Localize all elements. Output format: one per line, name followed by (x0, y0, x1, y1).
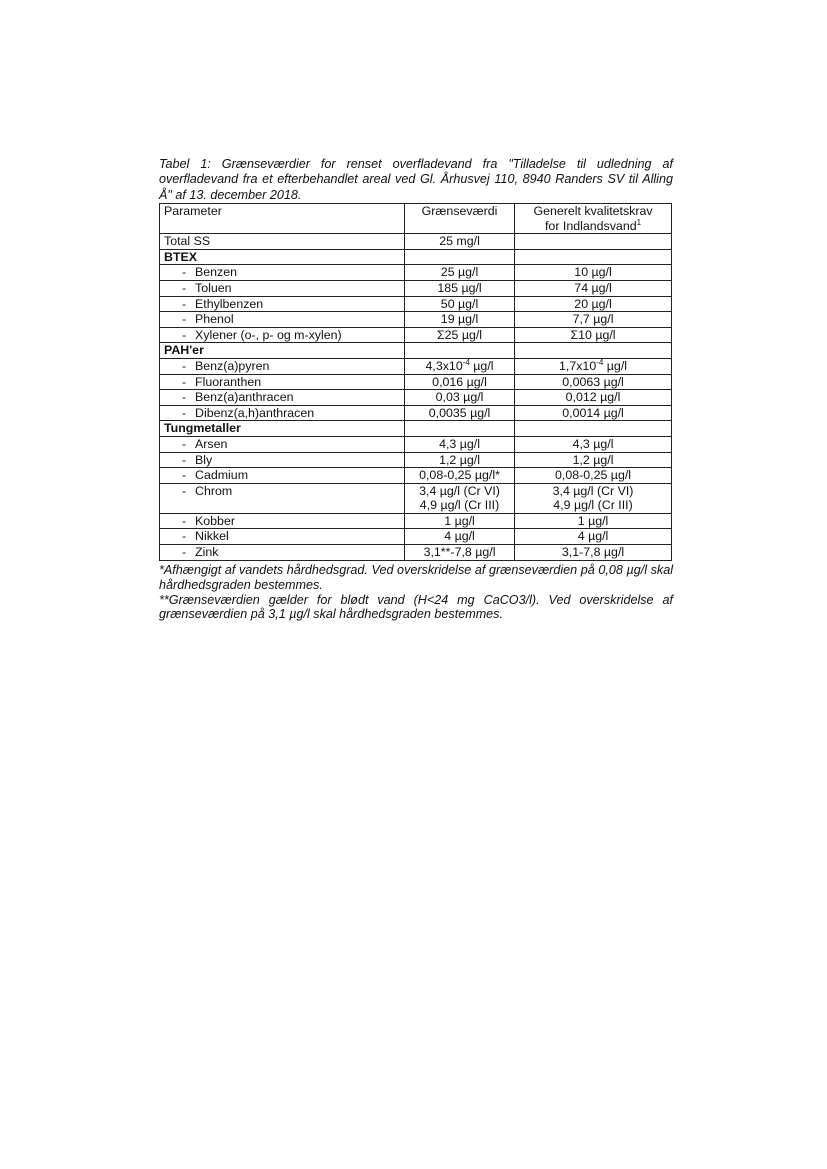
table-row (160, 452, 672, 468)
group-label: PAH'er (160, 343, 405, 359)
group-label: BTEX (160, 249, 405, 265)
row-label-text: Nikkel (195, 529, 229, 544)
row-quality: 0,0063 µg/l (515, 374, 672, 390)
list-dash: - (182, 436, 187, 451)
row-label-text: Benzen (195, 265, 238, 280)
row-label-text: Fluoranthen (195, 374, 262, 389)
row-limit: 0,0035 µg/l (405, 405, 515, 421)
row-label (160, 483, 405, 513)
row-label (160, 296, 405, 312)
row-label (160, 374, 405, 390)
quality-mantissa: 1,7x10 (559, 358, 597, 373)
list-dash: - (182, 265, 187, 280)
limit-line2: 4,9 µg/l (Cr III) (419, 498, 500, 513)
footnotes (159, 563, 673, 622)
row-label-text: Cadmium (195, 468, 249, 483)
row-label-text: Kobber (195, 513, 235, 528)
list-dash: - (182, 327, 187, 342)
limit-mantissa: 4,3x10 (425, 358, 463, 373)
row-label-text: Chrom (195, 483, 233, 498)
header-quality-footnote-mark: 1 (636, 217, 642, 227)
row-label (160, 280, 405, 296)
row-label-text: Arsen (195, 436, 228, 451)
row-quality: 7,7 µg/l (515, 312, 672, 328)
header-quality (515, 204, 672, 234)
table-row (160, 265, 672, 281)
group-row-metals (160, 421, 672, 437)
row-limit: 0,03 µg/l (405, 390, 515, 406)
row-quality: 1,2 µg/l (515, 452, 672, 468)
footnote-soft-water: **Grænseværdien gælder for blødt vand (H<24 mg CaCO3/l). Ved overskridelse af grænseværdien på 3,1 µg/l skal hårdhedsgraden bestemmes. (159, 592, 673, 622)
row-limit: 0,016 µg/l (405, 374, 515, 390)
row-limit: 25 mg/l (405, 234, 515, 250)
quality-line2: 4,9 µg/l (Cr III) (553, 498, 633, 513)
table-row (160, 280, 672, 296)
header-quality-line1: Generelt kvalitetskrav (533, 204, 653, 218)
table-row (160, 327, 672, 343)
row-label-text: Benz(a)pyren (195, 358, 270, 373)
row-label-text: Dibenz(a,h)anthracen (195, 405, 315, 420)
row-quality (515, 234, 672, 250)
table-row (160, 390, 672, 406)
list-dash: - (182, 513, 187, 528)
list-dash: - (182, 358, 187, 373)
quality-unit: µg/l (603, 358, 628, 373)
list-dash: - (182, 468, 187, 483)
row-limit: 4 µg/l (405, 529, 515, 545)
row-limit: 25 µg/l (405, 265, 515, 281)
group-row-btex (160, 249, 672, 265)
row-limit: 185 µg/l (405, 280, 515, 296)
row-quality: 74 µg/l (515, 280, 672, 296)
row-limit: 3,1**-7,8 µg/l (405, 545, 515, 561)
row-limit: Σ25 µg/l (405, 327, 515, 343)
list-dash: - (182, 483, 187, 498)
row-label (160, 545, 405, 561)
row-label (160, 529, 405, 545)
row-label (160, 452, 405, 468)
limit-exponent: -4 (462, 357, 470, 367)
group-row-pah (160, 343, 672, 359)
list-dash: - (182, 312, 187, 327)
header-quality-line2: for Indlandsvand (544, 218, 637, 233)
table-row (160, 405, 672, 421)
list-dash: - (182, 545, 187, 560)
table-row (160, 468, 672, 484)
table-row (160, 436, 672, 452)
row-limit (405, 483, 515, 513)
table-row (160, 513, 672, 529)
row-limit: 1,2 µg/l (405, 452, 515, 468)
row-limit: 1 µg/l (405, 513, 515, 529)
table-row (160, 529, 672, 545)
header-limit: Grænseværdi (405, 204, 515, 234)
row-quality: 4 µg/l (515, 529, 672, 545)
row-quality: 0,0014 µg/l (515, 405, 672, 421)
row-quality: 3,1-7,8 µg/l (515, 545, 672, 561)
row-label (160, 312, 405, 328)
row-label-text: Toluen (195, 280, 232, 295)
row-label-text: Zink (195, 545, 219, 560)
footnote-hardness: *Afhængigt af vandets hårdhedsgrad. Ved overskridelse af grænseværdien på 0,08 µg/l skal hårdhedsgraden bestemmes. (159, 563, 673, 592)
row-limit: 0,08-0,25 µg/l* (405, 468, 515, 484)
header-parameter: Parameter (160, 204, 405, 234)
row-limit: 19 µg/l (405, 312, 515, 328)
limit-values-table (159, 203, 672, 561)
group-label: Tungmetaller (160, 421, 405, 437)
row-limit (405, 358, 515, 374)
quality-line1: 3,4 µg/l (Cr VI) (552, 483, 634, 498)
row-quality: Σ10 µg/l (515, 327, 672, 343)
row-label-text: Xylener (o-, p- og m-xylen) (195, 327, 342, 342)
row-label (160, 436, 405, 452)
row-quality (515, 358, 672, 374)
row-label (160, 405, 405, 421)
row-label-text: Bly (195, 452, 213, 467)
row-limit: 50 µg/l (405, 296, 515, 312)
table-row (160, 483, 672, 513)
row-label (160, 513, 405, 529)
row-limit: 4,3 µg/l (405, 436, 515, 452)
table-row (160, 545, 672, 561)
row-label (160, 390, 405, 406)
row-label-text: Ethylbenzen (195, 296, 264, 311)
row-label-text: Benz(a)anthracen (195, 390, 294, 405)
list-dash: - (182, 390, 187, 405)
list-dash: - (182, 452, 187, 467)
row-quality: 4,3 µg/l (515, 436, 672, 452)
table-row (160, 296, 672, 312)
table-caption: Tabel 1: Grænseværdier for renset overfladevand fra "Tilladelse til udledning af overfladevand fra et efterbehandlet areal ved Gl. Århusvej 110, 8940 Randers SV til Alling Å" af 13. december 2018. (159, 157, 673, 202)
list-dash: - (182, 296, 187, 311)
row-quality: 1 µg/l (515, 513, 672, 529)
row-label: Total SS (160, 234, 405, 250)
list-dash: - (182, 529, 187, 544)
row-quality: 10 µg/l (515, 265, 672, 281)
row-quality: 0,012 µg/l (515, 390, 672, 406)
limit-line1: 3,4 µg/l (Cr VI) (419, 483, 500, 498)
row-quality: 0,08-0,25 µg/l (515, 468, 672, 484)
table-row (160, 358, 672, 374)
table-row (160, 234, 672, 250)
row-label (160, 265, 405, 281)
table-row (160, 312, 672, 328)
row-label (160, 358, 405, 374)
table-row (160, 374, 672, 390)
row-quality: 20 µg/l (515, 296, 672, 312)
row-label-text: Phenol (195, 312, 234, 327)
row-label (160, 468, 405, 484)
limit-unit: µg/l (469, 358, 494, 373)
quality-exponent: -4 (596, 357, 604, 367)
list-dash: - (182, 280, 187, 295)
row-label (160, 327, 405, 343)
row-quality (515, 483, 672, 513)
list-dash: - (182, 405, 187, 420)
table-header-row (160, 204, 672, 234)
list-dash: - (182, 374, 187, 389)
